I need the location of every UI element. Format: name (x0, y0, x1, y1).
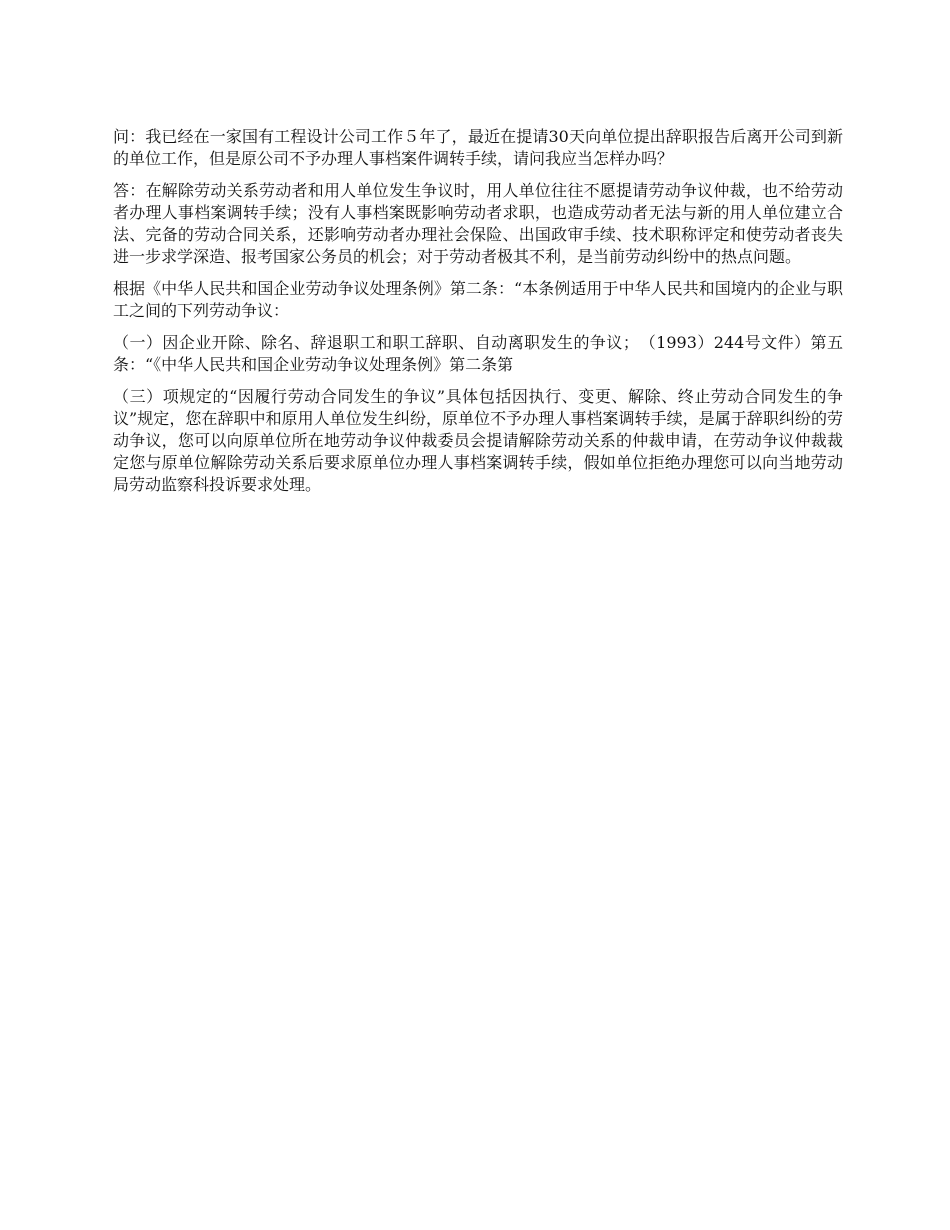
clause-three-paragraph: （三）项规定的“因履行劳动合同发生的争议”具体包括因执行、变更、解除、终止劳动合同发生的争议”规定，您在辞职中和原用人单位发生纠纷，原单位不予办理人事档案调转手续，是属于辞职纠纷的劳动争议，您可以向原单位所在地劳动争议仲裁委员会提请解除劳动关系的仲裁申请，在劳动争议仲裁裁定您与原单位解除劳动关系后要求原单位办理人事档案调转手续，假如单位拒绝办理您可以向当地劳动局劳动监察科投诉要求处理。 (113, 387, 843, 494)
regulation-citation-paragraph: 根据《中华人民共和国企业劳动争议处理条例》第二条：“本条例适用于中华人民共和国境内的企业与职工之间的下列劳动争议： (113, 279, 843, 320)
document-body (113, 126, 843, 506)
clause-one-paragraph: （一）因企业开除、除名、辞退职工和职工辞职、自动离职发生的争议； （1993）244号文件）第五条：“《中华人民共和国企业劳动争议处理条例》第二条第 (113, 333, 843, 374)
question-paragraph: 问：我已经在一家国有工程设计公司工作５年了，最近在提请30天向单位提出辞职报告后离开公司到新的单位工作，但是原公司不予办理人事档案件调转手续，请问我应当怎样办吗？ (113, 127, 843, 168)
answer-paragraph: 答：在解除劳动关系劳动者和用人单位发生争议时，用人单位往往不愿提请劳动争议仲裁，也不给劳动者办理人事档案调转手续；没有人事档案既影响劳动者求职，也造成劳动者无法与新的用人单位建立合法、完备的劳动合同关系，还影响劳动者办理社会保险、出国政审手续、技术职称评定和使劳动者丧失进一步求学深造、报考国家公务员的机会；对于劳动者极其不利，是当前劳动纠纷中的热点问题。 (113, 181, 843, 266)
